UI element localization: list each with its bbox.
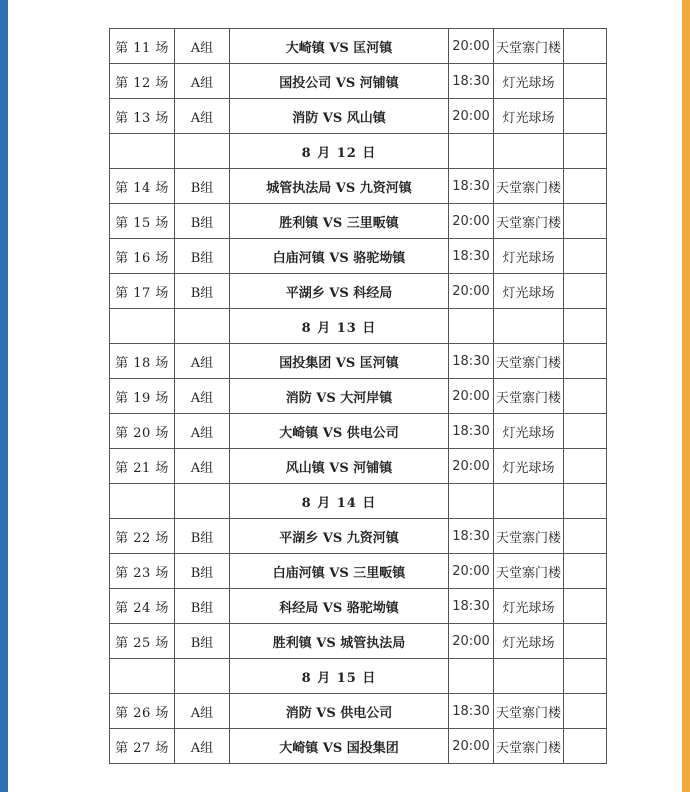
extra-cell xyxy=(564,694,607,729)
venue-name: 天堂寨门楼 xyxy=(494,729,564,764)
kickoff-time: 20:00 xyxy=(449,379,494,414)
kickoff-time: 18:30 xyxy=(449,239,494,274)
group-label: A组 xyxy=(175,99,230,134)
venue-cell xyxy=(494,309,564,344)
match-number: 第 21 场 xyxy=(110,449,175,484)
group-label: B组 xyxy=(175,204,230,239)
group-cell xyxy=(175,309,230,344)
extra-cell xyxy=(564,379,607,414)
match-number: 第 25 场 xyxy=(110,624,175,659)
group-label: A组 xyxy=(175,729,230,764)
time-cell xyxy=(449,659,494,694)
match-row xyxy=(110,29,607,64)
kickoff-time: 18:30 xyxy=(449,519,494,554)
match-number: 第 16 场 xyxy=(110,239,175,274)
kickoff-time: 18:30 xyxy=(449,64,494,99)
extra-cell xyxy=(564,449,607,484)
match-row xyxy=(110,379,607,414)
left-accent-stripe xyxy=(0,0,8,792)
teams-matchup: 平湖乡 VS 科经局 xyxy=(230,274,449,309)
match-row xyxy=(110,449,607,484)
venue-name: 灯光球场 xyxy=(494,99,564,134)
venue-name: 天堂寨门楼 xyxy=(494,169,564,204)
date-header-row xyxy=(110,134,607,169)
extra-cell xyxy=(564,309,607,344)
venue-cell xyxy=(494,659,564,694)
match-number-cell xyxy=(110,134,175,169)
match-row xyxy=(110,694,607,729)
extra-cell xyxy=(564,589,607,624)
match-number: 第 20 场 xyxy=(110,414,175,449)
date-header-row xyxy=(110,484,607,519)
venue-name: 天堂寨门楼 xyxy=(494,554,564,589)
extra-cell xyxy=(564,64,607,99)
extra-cell xyxy=(564,134,607,169)
match-number: 第 15 场 xyxy=(110,204,175,239)
match-row xyxy=(110,414,607,449)
match-row xyxy=(110,99,607,134)
kickoff-time: 18:30 xyxy=(449,344,494,379)
kickoff-time: 18:30 xyxy=(449,694,494,729)
date-header-row xyxy=(110,659,607,694)
venue-cell xyxy=(494,484,564,519)
match-row xyxy=(110,239,607,274)
kickoff-time: 20:00 xyxy=(449,449,494,484)
extra-cell xyxy=(564,29,607,64)
date-label: 8 月 14 日 xyxy=(230,484,449,519)
match-number-cell xyxy=(110,659,175,694)
schedule-table xyxy=(109,28,607,764)
teams-matchup: 大崎镇 VS 供电公司 xyxy=(230,414,449,449)
teams-matchup: 国投公司 VS 河铺镇 xyxy=(230,64,449,99)
match-number: 第 12 场 xyxy=(110,64,175,99)
match-row xyxy=(110,204,607,239)
group-label: B组 xyxy=(175,554,230,589)
match-number-cell xyxy=(110,484,175,519)
match-row xyxy=(110,274,607,309)
extra-cell xyxy=(564,624,607,659)
match-number: 第 23 场 xyxy=(110,554,175,589)
group-cell xyxy=(175,659,230,694)
teams-matchup: 平湖乡 VS 九资河镇 xyxy=(230,519,449,554)
time-cell xyxy=(449,134,494,169)
match-number: 第 27 场 xyxy=(110,729,175,764)
match-number: 第 13 场 xyxy=(110,99,175,134)
extra-cell xyxy=(564,274,607,309)
match-row xyxy=(110,729,607,764)
group-label: B组 xyxy=(175,169,230,204)
group-cell xyxy=(175,134,230,169)
match-row xyxy=(110,169,607,204)
kickoff-time: 20:00 xyxy=(449,29,494,64)
kickoff-time: 18:30 xyxy=(449,414,494,449)
teams-matchup: 大崎镇 VS 匡河镇 xyxy=(230,29,449,64)
group-label: A组 xyxy=(175,344,230,379)
extra-cell xyxy=(564,344,607,379)
venue-name: 天堂寨门楼 xyxy=(494,29,564,64)
venue-name: 天堂寨门楼 xyxy=(494,204,564,239)
date-label: 8 月 15 日 xyxy=(230,659,449,694)
teams-matchup: 消防 VS 风山镇 xyxy=(230,99,449,134)
match-number: 第 14 场 xyxy=(110,169,175,204)
group-label: B组 xyxy=(175,239,230,274)
venue-name: 灯光球场 xyxy=(494,239,564,274)
date-label: 8 月 13 日 xyxy=(230,309,449,344)
match-number: 第 18 场 xyxy=(110,344,175,379)
extra-cell xyxy=(564,99,607,134)
extra-cell xyxy=(564,414,607,449)
group-label: A组 xyxy=(175,379,230,414)
venue-name: 灯光球场 xyxy=(494,449,564,484)
venue-name: 灯光球场 xyxy=(494,414,564,449)
kickoff-time: 20:00 xyxy=(449,99,494,134)
venue-name: 天堂寨门楼 xyxy=(494,379,564,414)
group-label: B组 xyxy=(175,519,230,554)
date-label: 8 月 12 日 xyxy=(230,134,449,169)
match-row xyxy=(110,554,607,589)
teams-matchup: 消防 VS 供电公司 xyxy=(230,694,449,729)
kickoff-time: 20:00 xyxy=(449,624,494,659)
venue-cell xyxy=(494,134,564,169)
match-number: 第 11 场 xyxy=(110,29,175,64)
teams-matchup: 城管执法局 VS 九资河镇 xyxy=(230,169,449,204)
match-row xyxy=(110,624,607,659)
teams-matchup: 胜利镇 VS 三里畈镇 xyxy=(230,204,449,239)
group-label: B组 xyxy=(175,624,230,659)
teams-matchup: 风山镇 VS 河铺镇 xyxy=(230,449,449,484)
extra-cell xyxy=(564,554,607,589)
venue-name: 天堂寨门楼 xyxy=(494,344,564,379)
group-label: A组 xyxy=(175,414,230,449)
teams-matchup: 大崎镇 VS 国投集团 xyxy=(230,729,449,764)
venue-name: 灯光球场 xyxy=(494,589,564,624)
teams-matchup: 国投集团 VS 匡河镇 xyxy=(230,344,449,379)
venue-name: 灯光球场 xyxy=(494,274,564,309)
group-label: A组 xyxy=(175,449,230,484)
group-label: B组 xyxy=(175,274,230,309)
match-row xyxy=(110,519,607,554)
kickoff-time: 20:00 xyxy=(449,204,494,239)
match-number: 第 24 场 xyxy=(110,589,175,624)
kickoff-time: 18:30 xyxy=(449,169,494,204)
match-number: 第 26 场 xyxy=(110,694,175,729)
date-header-row xyxy=(110,309,607,344)
match-number: 第 22 场 xyxy=(110,519,175,554)
match-row xyxy=(110,344,607,379)
match-number: 第 17 场 xyxy=(110,274,175,309)
time-cell xyxy=(449,484,494,519)
extra-cell xyxy=(564,484,607,519)
kickoff-time: 18:30 xyxy=(449,589,494,624)
match-number: 第 19 场 xyxy=(110,379,175,414)
schedule-table-body xyxy=(110,29,607,764)
kickoff-time: 20:00 xyxy=(449,274,494,309)
kickoff-time: 20:00 xyxy=(449,554,494,589)
match-row xyxy=(110,64,607,99)
venue-name: 灯光球场 xyxy=(494,64,564,99)
match-row xyxy=(110,589,607,624)
teams-matchup: 科经局 VS 骆驼坳镇 xyxy=(230,589,449,624)
extra-cell xyxy=(564,519,607,554)
venue-name: 天堂寨门楼 xyxy=(494,694,564,729)
extra-cell xyxy=(564,659,607,694)
teams-matchup: 消防 VS 大河岸镇 xyxy=(230,379,449,414)
schedule-document xyxy=(109,28,607,764)
group-label: A组 xyxy=(175,694,230,729)
group-cell xyxy=(175,484,230,519)
teams-matchup: 白庙河镇 VS 骆驼坳镇 xyxy=(230,239,449,274)
extra-cell xyxy=(564,204,607,239)
group-label: A组 xyxy=(175,29,230,64)
group-label: A组 xyxy=(175,64,230,99)
extra-cell xyxy=(564,169,607,204)
extra-cell xyxy=(564,239,607,274)
right-accent-stripe xyxy=(682,0,690,792)
teams-matchup: 白庙河镇 VS 三里畈镇 xyxy=(230,554,449,589)
time-cell xyxy=(449,309,494,344)
teams-matchup: 胜利镇 VS 城管执法局 xyxy=(230,624,449,659)
group-label: B组 xyxy=(175,589,230,624)
extra-cell xyxy=(564,729,607,764)
venue-name: 天堂寨门楼 xyxy=(494,519,564,554)
venue-name: 灯光球场 xyxy=(494,624,564,659)
kickoff-time: 20:00 xyxy=(449,729,494,764)
match-number-cell xyxy=(110,309,175,344)
